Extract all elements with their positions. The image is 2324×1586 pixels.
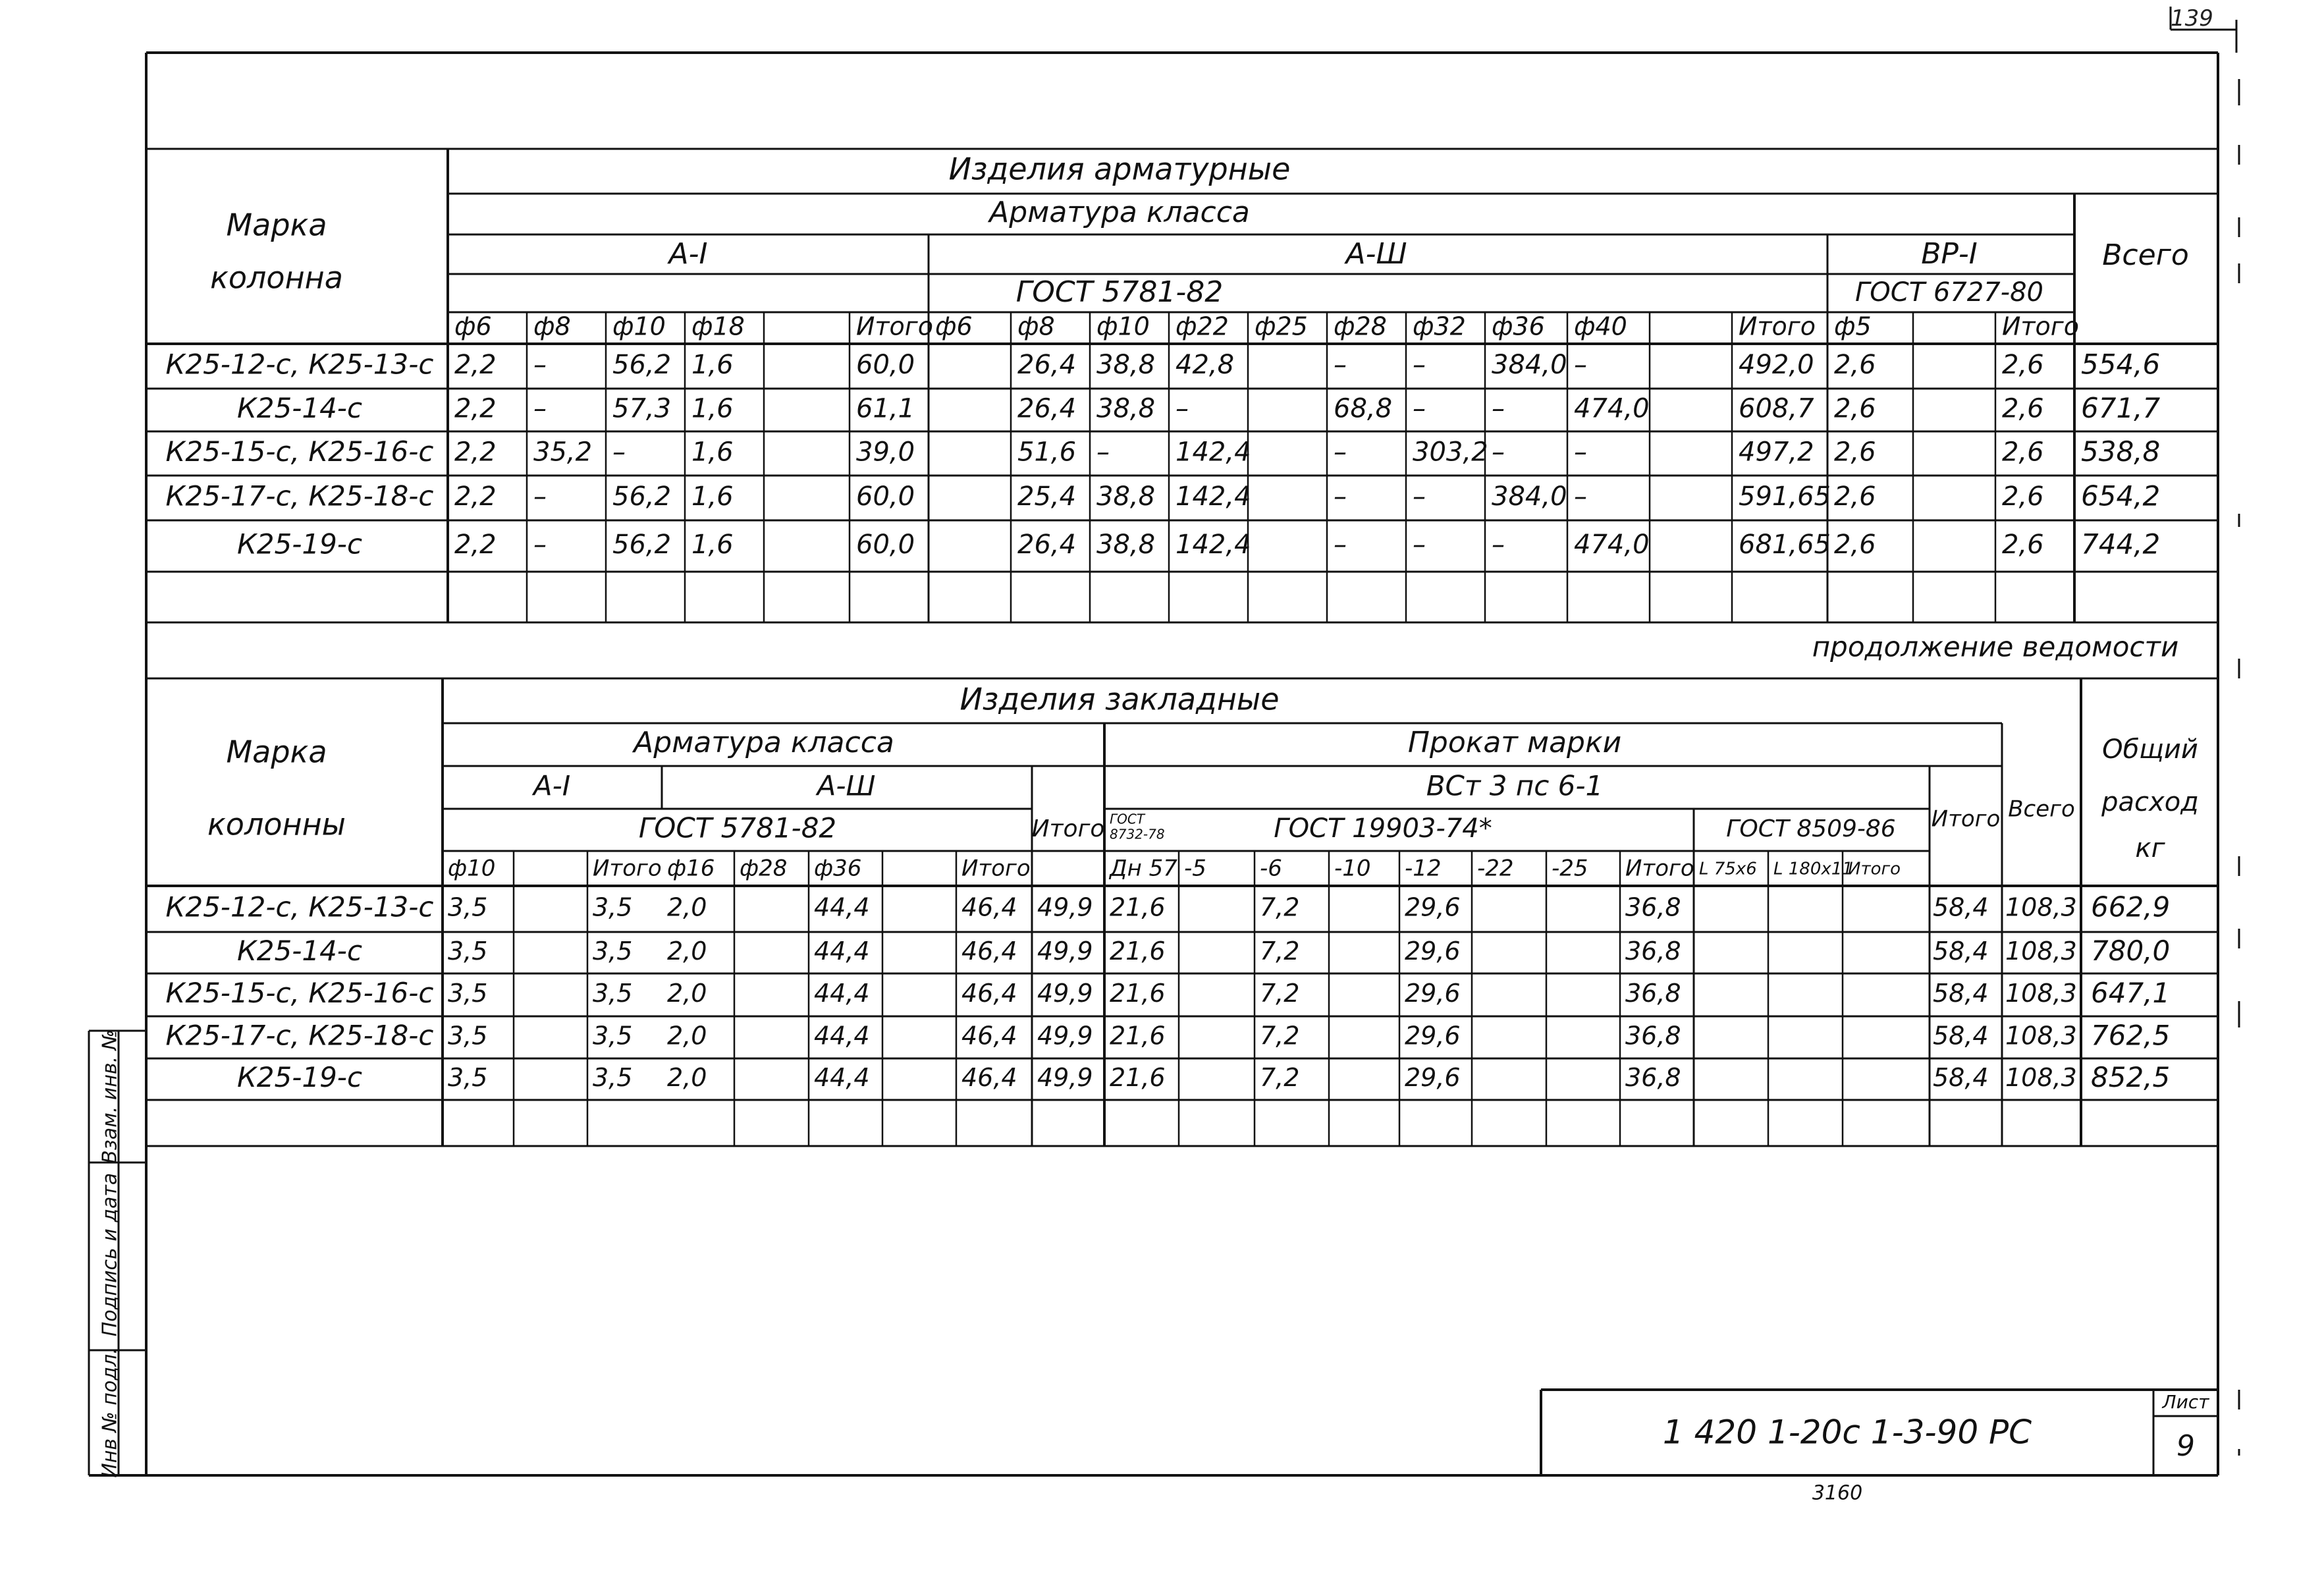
upper-cell: 38,8 — [1096, 350, 1156, 380]
lower-cell: 44,4 — [814, 937, 870, 966]
title-block-sheet-number: 9 — [2176, 1429, 2195, 1463]
upper-row-total: 538,8 — [2081, 435, 2161, 468]
upper-cell: – — [1413, 481, 1426, 512]
page-number: 139 — [2171, 5, 2213, 32]
lower-row-vsego: 108,3 — [2005, 1063, 2077, 1092]
upper-row-total: 654,2 — [2081, 479, 2161, 512]
upper-cell: 608,7 — [1739, 393, 1814, 424]
lower-total-header: Общий — [2102, 734, 2198, 765]
lower-cell: 3,5 — [593, 979, 633, 1008]
upper-cell: – — [1492, 530, 1505, 560]
lower-cell: 2,0 — [667, 1063, 707, 1092]
upper-column-header: ф18 — [691, 312, 745, 341]
lower-cell: 29,6 — [1405, 979, 1461, 1008]
upper-cell: 2,6 — [2002, 393, 2044, 424]
upper-cell: 474,0 — [1574, 393, 1650, 424]
lower-gost-8732: ГОСТ — [1110, 811, 1145, 827]
lower-cell: 7,2 — [1260, 1063, 1300, 1092]
upper-total-header: Всего — [2102, 238, 2189, 272]
upper-cell: – — [1096, 437, 1110, 468]
lower-cell: 2,0 — [667, 937, 707, 966]
lower-row-itogo: 58,4 — [1933, 892, 1989, 922]
upper-cell: – — [1413, 530, 1426, 560]
title-block-code: 1 420 1-20с 1-3-90 РС — [1662, 1413, 2032, 1452]
lower-cell: 21,6 — [1110, 937, 1166, 966]
lower-title: Изделия закладные — [959, 681, 1280, 717]
lower-row-total: 852,5 — [2091, 1061, 2171, 1093]
upper-cell: – — [533, 530, 547, 560]
lower-cell: 2,0 — [667, 892, 707, 922]
lower-column-header: -25 — [1552, 855, 1588, 882]
lower-gost-8732: 8732-78 — [1110, 826, 1165, 842]
upper-cell: 26,4 — [1017, 350, 1077, 380]
upper-cell: 2,2 — [454, 350, 497, 380]
upper-row-mark: К25-17-с, К25-18-с — [165, 479, 434, 512]
lower-cell: 3,5 — [593, 892, 633, 922]
lower-column-header: Дн 57 — [1110, 855, 1177, 882]
lower-row-vsego: 108,3 — [2005, 892, 2077, 922]
lower-column-header: -6 — [1260, 855, 1282, 882]
upper-column-header: ф8 — [1017, 312, 1055, 341]
lower-cell: 36,8 — [1625, 937, 1681, 966]
upper-cell: – — [1176, 393, 1189, 424]
upper-cell: – — [1574, 437, 1587, 468]
upper-gost-vp: ГОСТ 6727-80 — [1855, 277, 2043, 308]
lower-cell: 2,0 — [667, 1021, 707, 1051]
lower-gost-main: ГОСТ 5781-82 — [638, 811, 837, 844]
lower-row-vsego: 108,3 — [2005, 1021, 2077, 1051]
upper-cell: – — [1574, 350, 1587, 380]
upper-cell: 56,2 — [612, 481, 672, 512]
lower-column-header: -10 — [1334, 855, 1371, 882]
upper-cell: 38,8 — [1096, 393, 1156, 424]
lower-cell: 21,6 — [1110, 979, 1166, 1008]
table-text — [99, 151, 2210, 1505]
lower-row-mark: К25-19-с — [236, 1061, 363, 1093]
upper-cell: 2,6 — [1834, 393, 1876, 424]
lower-cell: 49,9 — [1037, 937, 1093, 966]
upper-cell: 26,4 — [1017, 530, 1077, 560]
lower-cell: 3,5 — [448, 1063, 488, 1092]
lower-total-header: расход — [2101, 787, 2199, 817]
lower-column-header: Итого — [961, 855, 1031, 882]
upper-cell: 142,4 — [1176, 530, 1251, 560]
upper-cell: 68,8 — [1334, 393, 1393, 424]
lower-cell: 29,6 — [1405, 892, 1461, 922]
upper-column-header: ф5 — [1834, 312, 1872, 341]
upper-cell: – — [1334, 530, 1347, 560]
lower-cell: 49,9 — [1037, 1021, 1093, 1051]
upper-cell: 142,4 — [1176, 481, 1251, 512]
upper-column-header: ф28 — [1334, 312, 1387, 341]
lower-cell: 3,5 — [448, 892, 488, 922]
upper-cell: 51,6 — [1017, 437, 1077, 468]
upper-column-header: ф10 — [1096, 312, 1150, 341]
upper-column-header: ф40 — [1574, 312, 1627, 341]
upper-column-header: Итого — [856, 312, 934, 341]
title-block-sheet-label: Лист — [2162, 1391, 2209, 1413]
lower-cell: 3,5 — [593, 937, 633, 966]
bottom-fragment: 3160 — [1812, 1481, 1863, 1505]
lower-cell: 7,2 — [1260, 937, 1300, 966]
lower-row-total: 662,9 — [2091, 890, 2171, 923]
lower-cell: 36,8 — [1625, 1063, 1681, 1092]
upper-row-total: 744,2 — [2081, 528, 2161, 561]
lower-cell: 21,6 — [1110, 892, 1166, 922]
lower-column-header: ф16 — [667, 855, 715, 882]
lower-column-header: L 75х6 — [1699, 859, 1757, 879]
lower-row-mark: К25-12-с, К25-13-с — [165, 890, 434, 923]
upper-row-total: 671,7 — [2081, 392, 2161, 424]
lower-vsego-header: Всего — [2008, 796, 2075, 823]
upper-cell: 56,2 — [612, 530, 672, 560]
lower-column-header: ф10 — [448, 855, 496, 882]
upper-cell: – — [533, 481, 547, 512]
lower-column-header: ф28 — [740, 855, 788, 882]
upper-cell: – — [1413, 350, 1426, 380]
upper-column-header: Итого — [2002, 312, 2080, 341]
upper-cell: 591,65 — [1739, 481, 1831, 512]
lower-steel-grade: ВСт 3 пс 6-1 — [1426, 769, 1604, 802]
upper-cell: 384,0 — [1492, 481, 1567, 512]
lower-column-header: L 180х11 — [1773, 859, 1853, 879]
upper-cell: 61,1 — [856, 393, 915, 424]
upper-cell: 35,2 — [533, 437, 593, 468]
lower-itogo-header: Итого — [1931, 806, 2001, 833]
upper-cell: 56,2 — [612, 350, 672, 380]
lower-cell: 46,4 — [961, 979, 1017, 1008]
upper-cell: – — [1413, 393, 1426, 424]
upper-cell: 303,2 — [1413, 437, 1488, 468]
upper-cell: – — [533, 393, 547, 424]
upper-column-header: ф32 — [1413, 312, 1466, 341]
upper-cell: 1,6 — [691, 481, 734, 512]
upper-cell: 2,6 — [1834, 350, 1876, 380]
lower-row-total: 647,1 — [2091, 977, 2171, 1009]
lower-mark-header: Марка — [226, 734, 327, 770]
upper-class-vpi: ВР-I — [1921, 237, 1978, 271]
upper-row-mark: К25-14-с — [236, 392, 363, 424]
upper-cell: 2,2 — [454, 393, 497, 424]
upper-cell: 2,6 — [1834, 530, 1876, 560]
lower-gost-19903: ГОСТ 19903-74* — [1274, 813, 1492, 844]
lower-column-header: Итого — [593, 855, 662, 882]
lower-row-itogo: 58,4 — [1933, 937, 1989, 966]
upper-cell: – — [1334, 437, 1347, 468]
upper-cell: 142,4 — [1176, 437, 1251, 468]
lower-cell: 36,8 — [1625, 1021, 1681, 1051]
upper-cell: 26,4 — [1017, 393, 1077, 424]
lower-row-vsego: 108,3 — [2005, 979, 2077, 1008]
upper-cell: – — [612, 437, 626, 468]
upper-cell: 2,2 — [454, 437, 497, 468]
upper-row-mark: К25-15-с, К25-16-с — [165, 435, 434, 468]
upper-cell: 2,2 — [454, 530, 497, 560]
upper-row-total: 554,6 — [2081, 348, 2161, 381]
upper-cell: 1,6 — [691, 530, 734, 560]
lower-cell: 3,5 — [593, 1063, 633, 1092]
lower-cell: 2,0 — [667, 979, 707, 1008]
upper-column-header: ф10 — [612, 312, 666, 341]
upper-mark-header: колонна — [210, 260, 343, 296]
lower-row-total: 762,5 — [2091, 1019, 2171, 1052]
side-stamp-sign: Подпись и дата — [98, 1172, 122, 1337]
upper-column-header: ф6 — [935, 312, 973, 341]
lower-row-mark: К25-17-с, К25-18-с — [165, 1019, 434, 1052]
lower-cell: 44,4 — [814, 1063, 870, 1092]
upper-row-mark: К25-12-с, К25-13-с — [165, 348, 434, 381]
upper-cell: 60,0 — [856, 350, 915, 380]
upper-column-header: ф22 — [1176, 312, 1229, 341]
upper-cell: 497,2 — [1739, 437, 1814, 468]
lower-column-header: -22 — [1477, 855, 1514, 882]
lower-cell: 3,5 — [448, 1021, 488, 1051]
lower-cell: 46,4 — [961, 1063, 1017, 1092]
lower-cell: 36,8 — [1625, 979, 1681, 1008]
lower-cell: 21,6 — [1110, 1021, 1166, 1051]
lower-cell: 46,4 — [961, 1021, 1017, 1051]
upper-cell: – — [1334, 481, 1347, 512]
lower-gost-8509: ГОСТ 8509-86 — [1726, 815, 1896, 842]
lower-row-mark: К25-15-с, К25-16-с — [165, 977, 434, 1009]
lower-cell: 36,8 — [1625, 892, 1681, 922]
lower-column-header: Итого — [1625, 855, 1694, 882]
lower-cell: 21,6 — [1110, 1063, 1166, 1092]
upper-cell: 2,6 — [2002, 481, 2044, 512]
upper-cell: 1,6 — [691, 437, 734, 468]
lower-cell: 49,9 — [1037, 892, 1093, 922]
upper-cell: 42,8 — [1176, 350, 1235, 380]
lower-column-header: ф36 — [814, 855, 862, 882]
upper-cell: – — [1574, 481, 1587, 512]
upper-class-aiii: А-Ш — [1345, 237, 1407, 271]
upper-subtitle: Арматура класса — [989, 196, 1250, 229]
upper-mark-header: Марка — [226, 207, 327, 243]
upper-cell: 1,6 — [691, 393, 734, 424]
lower-row-itogo: 58,4 — [1933, 1063, 1989, 1092]
lower-column-header: -12 — [1405, 855, 1442, 882]
upper-cell: 25,4 — [1017, 481, 1077, 512]
lower-cell: 7,2 — [1260, 892, 1300, 922]
lower-mark-header: колонны — [207, 806, 346, 842]
lower-cell: 3,5 — [448, 937, 488, 966]
side-stamp-vzam: Взам. инв. № — [98, 1029, 122, 1164]
upper-cell: 2,6 — [2002, 350, 2044, 380]
upper-cell: 2,2 — [454, 481, 497, 512]
upper-title: Изделия арматурные — [948, 151, 1291, 187]
lower-subtitle-left: Арматура класса — [634, 726, 894, 759]
upper-class-ai: А-I — [668, 237, 708, 271]
upper-cell: 57,3 — [612, 393, 672, 424]
lower-cell: 44,4 — [814, 892, 870, 922]
lower-cell: 3,5 — [448, 979, 488, 1008]
lower-subtitle-right: Прокат марки — [1407, 726, 1622, 759]
upper-cell: – — [1492, 393, 1505, 424]
lower-cell: 3,5 — [593, 1021, 633, 1051]
lower-column-header: -5 — [1184, 855, 1206, 882]
upper-cell: 60,0 — [856, 530, 915, 560]
lower-cell: 44,4 — [814, 979, 870, 1008]
lower-cell: 49,9 — [1037, 979, 1093, 1008]
lower-itogo-header: Итого — [1031, 815, 1105, 842]
lower-cell: 7,2 — [1260, 979, 1300, 1008]
lower-row-vsego: 108,3 — [2005, 937, 2077, 966]
upper-cell: – — [1334, 350, 1347, 380]
upper-row-mark: К25-19-с — [236, 528, 363, 561]
upper-cell: 2,6 — [2002, 530, 2044, 560]
lower-class-ai: А-I — [533, 769, 571, 802]
lower-cell: 29,6 — [1405, 937, 1461, 966]
upper-cell: 2,6 — [1834, 481, 1876, 512]
upper-cell: 60,0 — [856, 481, 915, 512]
side-stamp-inv: Инв № подл. — [98, 1348, 122, 1478]
lower-cell: 29,6 — [1405, 1021, 1461, 1051]
upper-cell: 1,6 — [691, 350, 734, 380]
lower-total-header: кг — [2135, 833, 2165, 863]
continuation-note: продолжение ведомости — [1812, 630, 2179, 663]
lower-row-mark: К25-14-с — [236, 935, 363, 967]
upper-gost-main: ГОСТ 5781-82 — [1015, 275, 1224, 309]
lower-row-total: 780,0 — [2091, 935, 2171, 967]
lower-cell: 46,4 — [961, 892, 1017, 922]
lower-cell: 49,9 — [1037, 1063, 1093, 1092]
lower-cell: 46,4 — [961, 937, 1017, 966]
lower-column-header: Итого — [1848, 859, 1901, 879]
upper-cell: – — [1492, 437, 1505, 468]
upper-cell: 39,0 — [856, 437, 915, 468]
upper-cell: 384,0 — [1492, 350, 1567, 380]
lower-cell: 29,6 — [1405, 1063, 1461, 1092]
upper-cell: 38,8 — [1096, 481, 1156, 512]
lower-row-itogo: 58,4 — [1933, 1021, 1989, 1051]
upper-cell: – — [533, 350, 547, 380]
lower-cell: 7,2 — [1260, 1021, 1300, 1051]
lower-cell: 44,4 — [814, 1021, 870, 1051]
lower-class-aiii: А-Ш — [817, 769, 876, 802]
upper-column-header: ф36 — [1492, 312, 1545, 341]
lower-row-itogo: 58,4 — [1933, 979, 1989, 1008]
upper-cell: 38,8 — [1096, 530, 1156, 560]
upper-cell: 474,0 — [1574, 530, 1650, 560]
upper-cell: 2,6 — [1834, 437, 1876, 468]
upper-cell: 681,65 — [1739, 530, 1831, 560]
upper-cell: 2,6 — [2002, 437, 2044, 468]
upper-column-header: ф8 — [533, 312, 571, 341]
upper-cell: 492,0 — [1739, 350, 1814, 380]
upper-column-header: ф25 — [1255, 312, 1308, 341]
upper-column-header: Итого — [1739, 312, 1816, 341]
upper-column-header: ф6 — [454, 312, 492, 341]
